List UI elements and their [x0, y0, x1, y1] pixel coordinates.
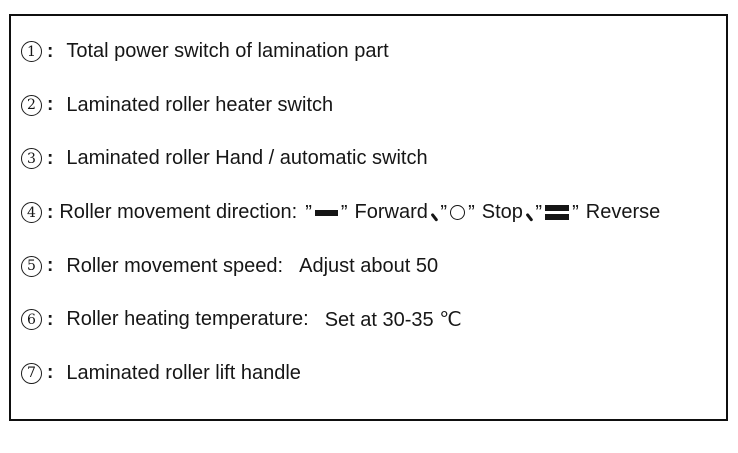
circled-number-6: 6 [21, 309, 42, 330]
item-text: Roller movement direction: [59, 201, 298, 224]
item-value: Set at 30-35 ℃ [324, 309, 462, 332]
forward-bar-icon [315, 210, 338, 216]
open-quote: ” [305, 201, 312, 224]
circled-number-2: 2 [21, 95, 42, 116]
item-text: Laminated roller Hand / automatic switch [66, 147, 428, 170]
direction-symbol-legend [305, 201, 660, 224]
item-text: Laminated roller heater switch [66, 93, 334, 116]
instruction-item-3 [21, 132, 720, 186]
reverse-double-bar-icon [545, 205, 569, 220]
item-value: Adjust about 50 [299, 254, 439, 277]
circled-number-1: 1 [21, 41, 42, 62]
open-quote: ” [535, 201, 543, 224]
circled-number-7: 7 [21, 363, 42, 384]
circled-number-4: 4 [21, 202, 42, 223]
open-quote: ” [440, 201, 448, 224]
circled-number-3: 3 [21, 148, 42, 169]
ideographic-comma-icon [525, 213, 533, 222]
close-quote: ” [468, 201, 475, 224]
colon-separator: : [47, 94, 54, 116]
instruction-item-6 [21, 293, 720, 347]
colon-separator: : [47, 308, 54, 330]
instruction-item-4 [21, 186, 720, 240]
stop-label: Stop [481, 201, 523, 224]
close-quote: ” [572, 201, 579, 224]
circled-number-5: 5 [21, 256, 42, 277]
item-text: Roller movement speed: [66, 254, 284, 277]
colon-separator: : [47, 147, 54, 169]
colon-separator: : [47, 255, 54, 277]
colon-separator: : [47, 362, 54, 384]
instruction-panel [9, 14, 728, 421]
ideographic-comma-icon [430, 213, 438, 222]
close-quote: ” [340, 201, 348, 224]
forward-label: Forward [354, 201, 428, 224]
colon-separator: : [47, 201, 54, 223]
stop-circle-icon [450, 205, 465, 220]
item-text: Laminated roller lift handle [66, 361, 301, 384]
instruction-item-2 [21, 79, 720, 133]
reverse-label: Reverse [585, 201, 661, 224]
item-text: Total power switch of lamination part [66, 40, 389, 63]
instruction-item-7 [21, 347, 720, 401]
colon-separator: : [47, 40, 54, 62]
item-text: Roller heating temperature: [66, 308, 309, 331]
instruction-item-5 [21, 239, 720, 293]
instruction-item-1 [21, 25, 720, 79]
